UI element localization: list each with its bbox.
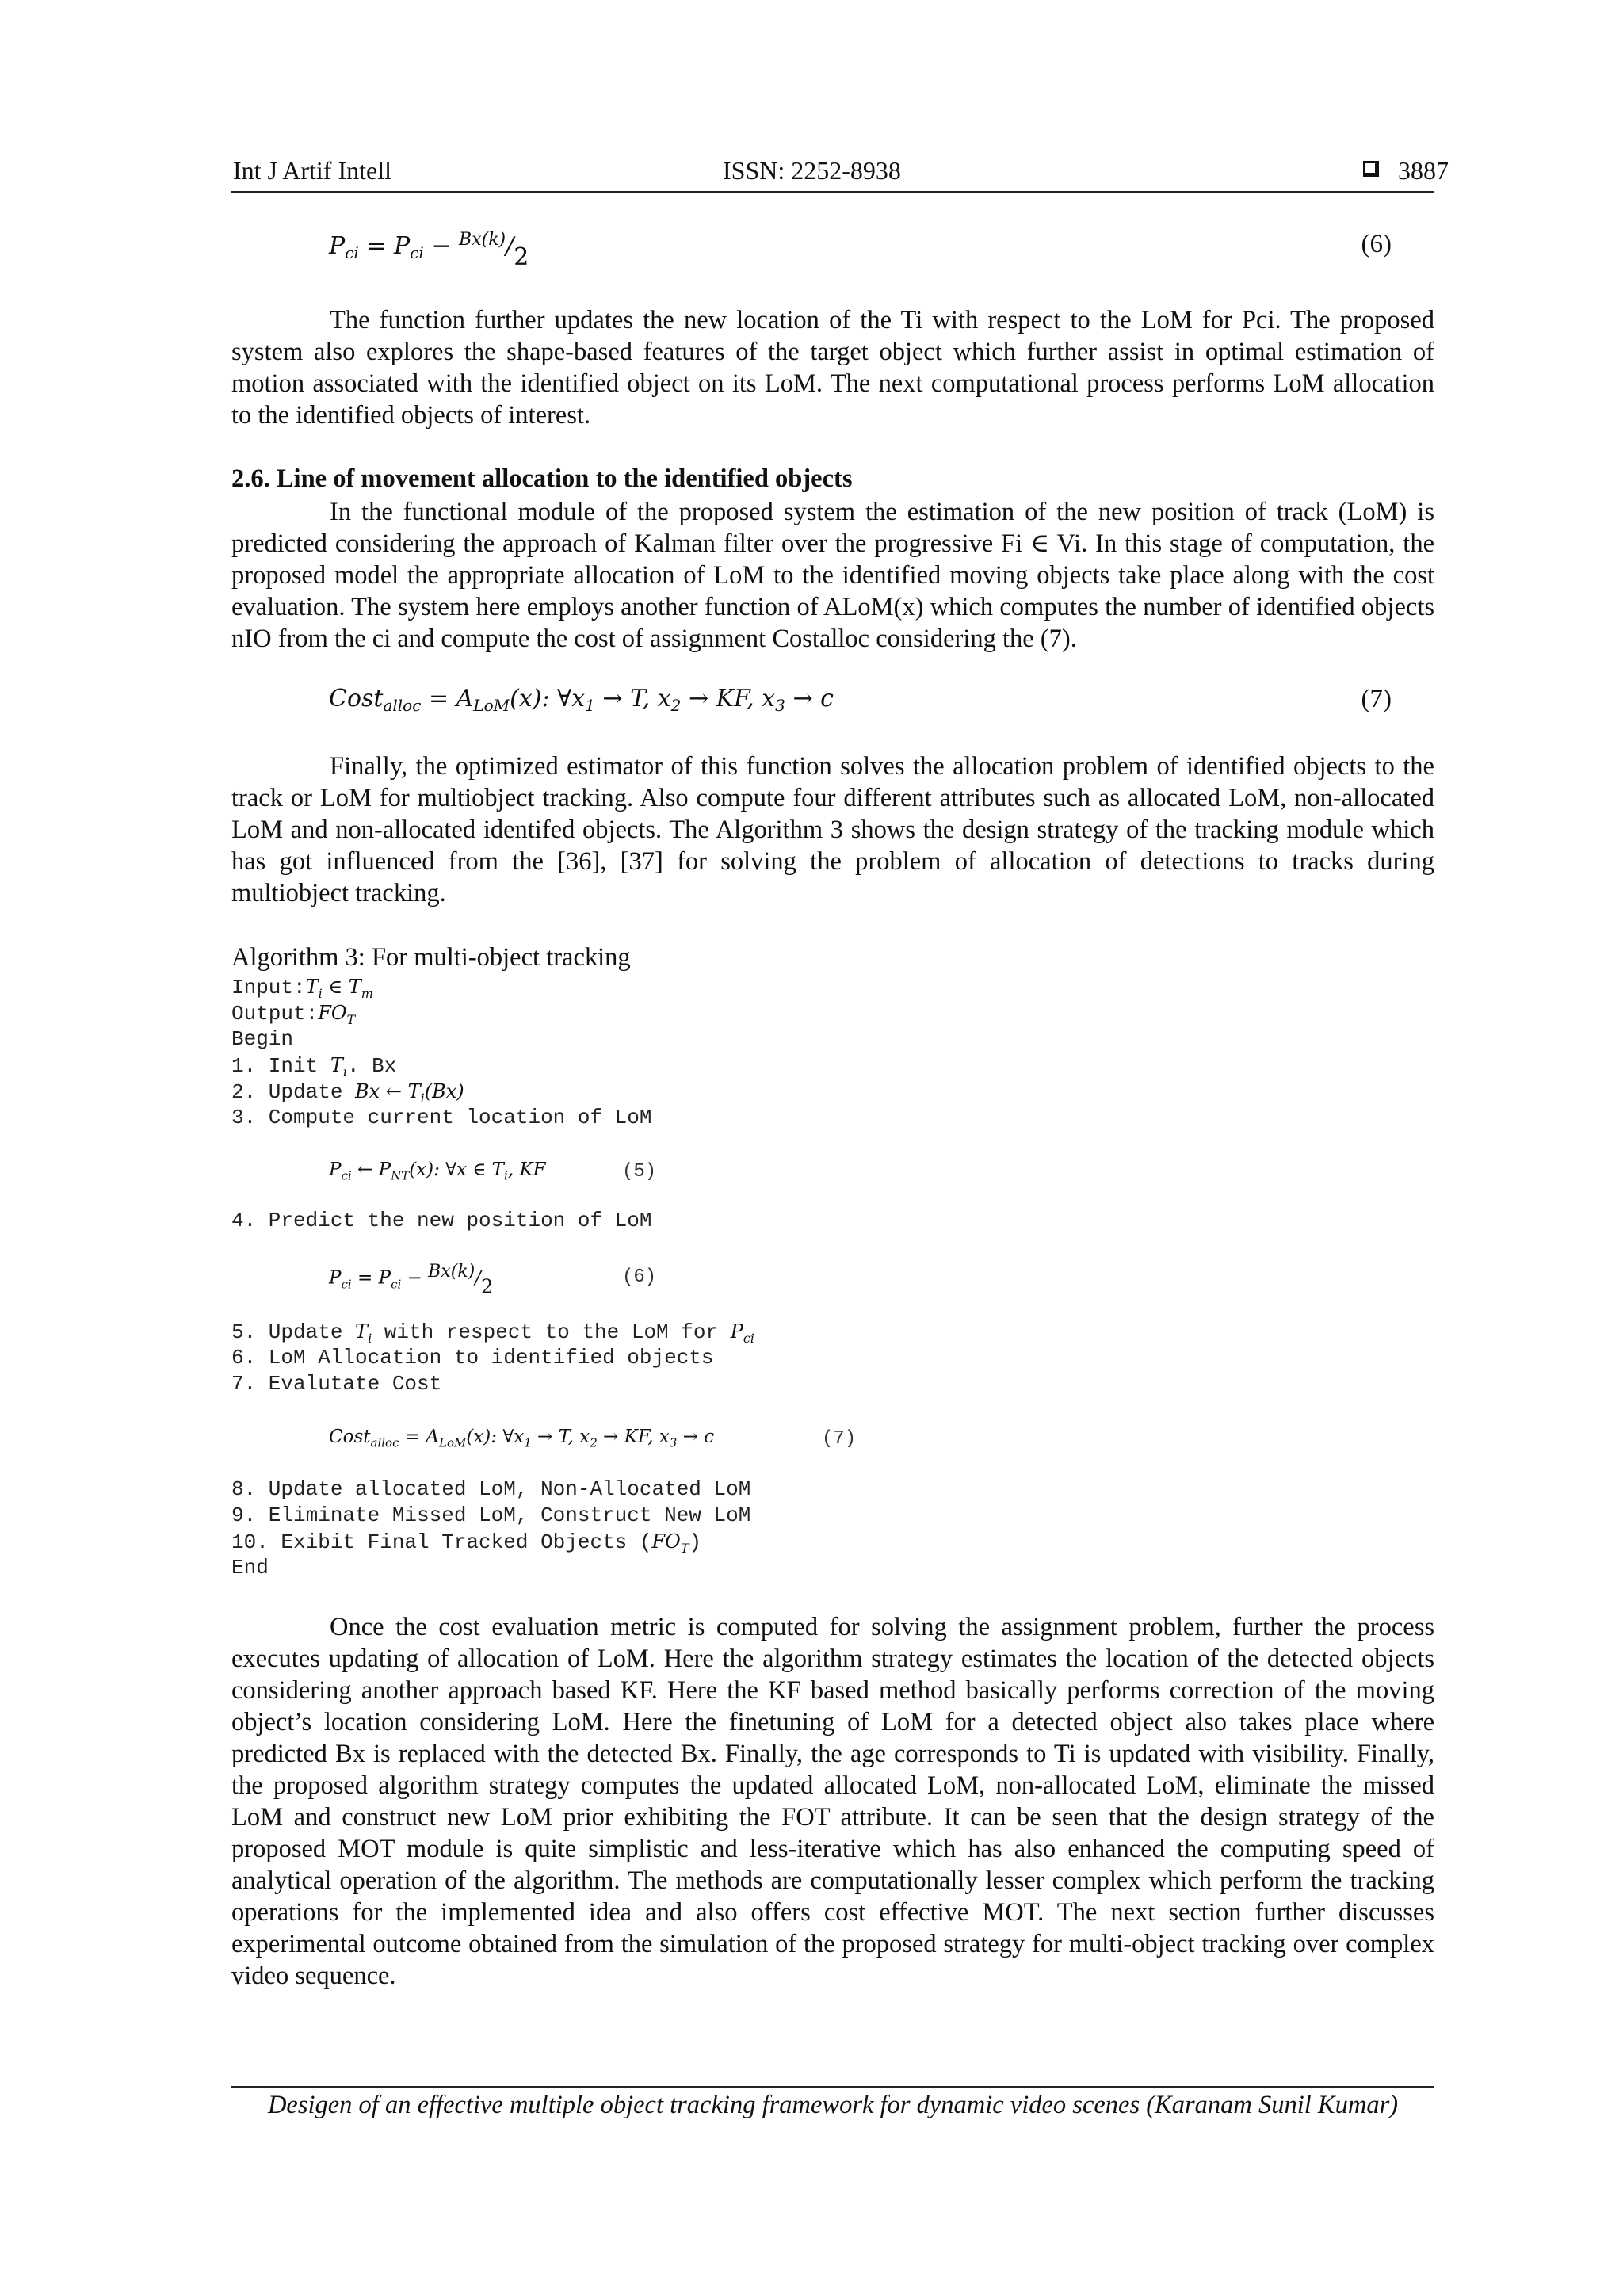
algorithm-step-6: 6. LoM Allocation to identified objects [231,1346,714,1370]
paragraph-3: Finally, the optimized estimator of this function solves the allocation problem of identified objects to the track or LoM for multiobject tracking. Also compute four different attributes such as allocated LoM, non-allocated LoM and non-allocated identifed objects. The Algorithm 3 shows the design strategy of the tracking module which has got influenced from the [36], [37] for solving the problem of allocation of detections to tracks during multiobject tracking. [231,752,1434,907]
equation-7-formula: Cost$_{alloc}$ = $A_{LoM}(x)$: $\forall x_1 \to T$, $x_2$ → KF, $x_3 \to c$ [329,685,834,715]
algorithm-equation-5: $P_{ci}$ ← $P_{NT}(x)$: ∀x ∈ $T_i$, KF (5) [329,1159,657,1183]
equation-6 [329,230,1433,271]
algorithm-step-2: 2. Update Bx ← $T_i(Bx)$ [231,1080,464,1106]
algorithm-step-10: 10. Exibit Final Tracked Objects $(FO_T)$ [231,1530,702,1556]
algorithm-output: $Output:FO_T$ [231,1002,356,1027]
algorithm-input: $Input:T_i$ ∈ $T_m$ [231,976,373,1001]
algorithm-step-3: 3. Compute current location of LoM [231,1106,652,1129]
algorithm-begin: Begin [231,1027,294,1051]
page-footer: Desigen of an effective multiple object tracking framework for dynamic video scenes (Karanam Sunil Kumar) [231,2086,1434,2120]
algorithm-step-7: 7. Evalutate Cost [231,1372,442,1396]
algorithm-equation-6: $P_{ci} = P_{ci} - ^{Bx(k)}/_2$ (6) [329,1262,657,1298]
equation-6-formula: $P_{ci} = P_{ci} - ^{Bx(k)}/_2$ [329,230,529,271]
algorithm-step-8: 8. Update allocated LoM, Non-Allocated LoM [231,1477,751,1501]
paragraph-2: In the functional module of the proposed system the estimation of the new position of track (LoM) is predicted considering the approach of Kalman filter over the progressive Fi ∈ Vi. In this stage of computation, the proposed model the appropriate allocation of LoM to the identified moving objects take place along with the cost evaluation. The system here employs another function of ALoM(x) which computes the number of identified objects nIO from the ci and compute the cost of assignment Costalloc considering the (7). [231,498,1434,653]
equation-7-number: (7) [1361,685,1392,713]
algorithm-step-5: 5. Update $T_i$ with respect to the LoM for $P_{ci}$ [231,1320,754,1346]
algorithm-equation-7: Cost$_{alloc}$ = $A_{LoM}(x)$: $\forall x_1 \to T$, $x_2$ → KF, $x_3 \to c$ (7) [329,1427,857,1450]
algorithm-step-1: 1. Init $T_i$. Bx [231,1054,397,1079]
section-heading: 2.6. Line of movement allocation to the identified objects [231,464,853,493]
algorithm-end: End [231,1556,269,1580]
page-number: 3887 [1398,156,1449,185]
paragraph-1: The function further updates the new location of the Ti with respect to the LoM for Pci. The proposed system also explores the shape-based features of the target object which further assist in optimal estimation of motion associated with the identified object on its LoM. The next computational process performs LoM allocation to the identified objects of interest. [231,306,1434,430]
equation-6-number: (6) [1361,230,1392,258]
paragraph-4: Once the cost evaluation metric is computed for solving the assignment problem, further the process executes updating of allocation of LoM. Here the algorithm strategy estimates the location of the detected objects considering another approach based KF. Here the KF based method basically performs correction of the moving object’s location considering LoM. Here the finetuning of LoM for a detected object also takes place where predicted Bx is replaced with the detected Bx. Finally, the age corresponds to Ti is updated with visibility. Finally, the proposed algorithm strategy computes the updated allocated LoM, non-allocated LoM, eliminate the missed LoM and construct new LoM prior exhibiting the FOT attribute. It can be seen that the design strategy of the proposed MOT module is quite simplistic and less-iterative which has also enhanced the computing speed of analytical operation of the algorithm. The methods are computationally lesser complex which perform the tracking operations for the implemented idea and also offers cost effective MOT. The next section further discusses experimental outcome obtained from the simulation of the proposed strategy for multi-object tracking over complex video sequence. [231,1613,1434,1990]
box-icon [1363,161,1379,177]
algorithm-step-4: 4. Predict the new position of LoM [231,1209,652,1232]
algorithm-title: Algorithm 3: For multi-object tracking [231,943,631,972]
algorithm-step-9: 9. Eliminate Missed LoM, Construct New LoM [231,1503,751,1527]
page-header [231,155,1449,193]
journal-name: Int J Artif Intell [233,156,391,185]
issn: ISSN: 2252-8938 [723,156,901,185]
equation-7 [329,685,1433,715]
